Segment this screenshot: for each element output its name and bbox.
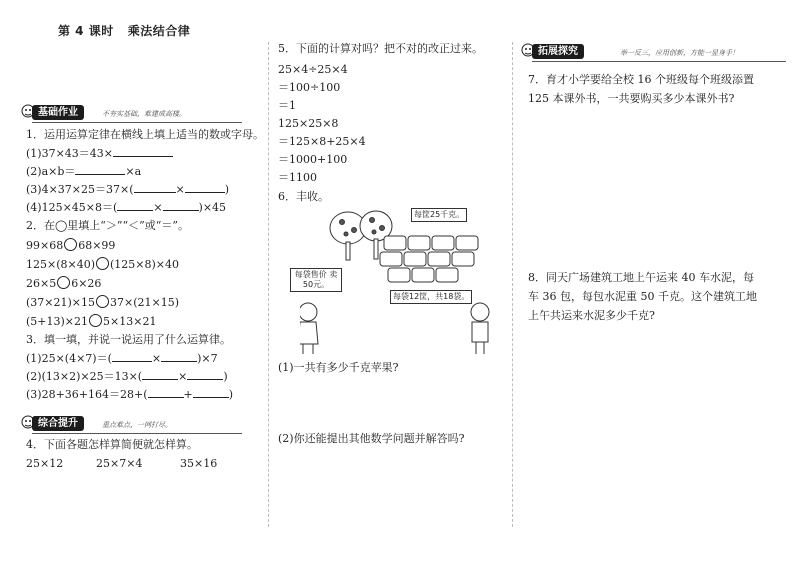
section-label: 综合提升 <box>32 416 84 431</box>
apple-basket-icon <box>380 236 478 282</box>
question-2-title: 2．在◯里填上“＞”“＜”或“＝”。 <box>26 219 190 232</box>
q2-item: (5+13)×21 5×13×21 <box>26 315 157 328</box>
bag-count-speech-bubble: 每袋12筐，共18袋。 <box>390 290 472 304</box>
section-rule <box>532 61 786 62</box>
q4-expression: 35×16 <box>180 457 218 470</box>
section-banner-basic <box>20 103 245 123</box>
boy-figure-icon <box>471 303 489 354</box>
q4-expression: 25×12 <box>26 457 64 470</box>
q5-step: ＝1 <box>278 99 296 112</box>
section-rule <box>32 433 242 434</box>
answer-blank[interactable] <box>163 200 199 211</box>
q5-step: 25×4÷25×4 <box>278 63 348 76</box>
compare-circle[interactable] <box>57 276 70 289</box>
answer-blank[interactable] <box>142 369 178 380</box>
question-6-title: 6．丰收。 <box>278 190 329 203</box>
answer-blank[interactable] <box>193 387 229 398</box>
question-8-line: 上午共运来水泥多少千克? <box>528 309 655 322</box>
answer-blank[interactable] <box>148 387 184 398</box>
q4-expression: 25×7×4 <box>96 457 143 470</box>
q5-step: ＝1000+100 <box>278 153 348 166</box>
q2-item: 26×5 6×26 <box>26 277 102 290</box>
compare-circle[interactable] <box>96 257 109 270</box>
lesson-name: 乘法结合律 <box>127 24 191 38</box>
question-8-line: 车 36 包，每包水泥重 50 千克。这个建筑工地 <box>528 290 757 303</box>
answer-blank[interactable] <box>117 200 153 211</box>
lesson-title <box>58 22 204 39</box>
answer-blank[interactable] <box>134 182 176 193</box>
q5-step: ＝100÷100 <box>278 81 341 94</box>
basket-weight-sign: 每筐25千克。 <box>411 208 467 222</box>
q1-item: (1)37×43＝43× <box>26 146 173 161</box>
question-8-line: 8．同天广场建筑工地上午运来 40 车水泥，每 <box>528 271 754 284</box>
answer-blank[interactable] <box>161 351 197 362</box>
q1-item: (4)125×45×8＝( × )×45 <box>26 201 227 214</box>
q1-item: (3)4×37×25＝37×( × ) <box>26 183 230 196</box>
question-6-part-1: (1)一共有多少千克苹果? <box>278 361 399 374</box>
answer-blank[interactable] <box>113 146 173 157</box>
girl-figure-icon <box>300 303 318 354</box>
section-motto: 举一反三，应用创新，方能一显身手！ <box>620 49 739 57</box>
answer-blank[interactable] <box>75 164 125 175</box>
column-divider <box>512 42 513 527</box>
q5-step: ＝125×8+25×4 <box>278 135 366 148</box>
section-motto: 重点难点，一网打尽。 <box>102 421 172 429</box>
question-6-part-2: (2)你还能提出其他数学问题并解答吗? <box>278 432 465 445</box>
column-divider <box>268 42 269 527</box>
lesson-number: 第 4 课时 <box>58 24 114 38</box>
q2-item: 125×(8×40) (125×8)×40 <box>26 258 180 271</box>
price-speech-bubble: 每袋售价 卖50元。 <box>290 268 342 292</box>
q2-item: (37×21)×15 37×(21×15) <box>26 296 180 309</box>
section-banner-combined <box>20 414 245 434</box>
q3-item: (2)(13×2)×25＝13×( × ) <box>26 370 228 383</box>
q3-item: (3)28+36+164＝28+( + ) <box>26 388 234 401</box>
answer-blank[interactable] <box>187 369 223 380</box>
compare-circle[interactable] <box>96 295 109 308</box>
q3-item: (1)25×(4×7)＝( × )×7 <box>26 352 218 365</box>
question-7-line: 125 本课外书，一共要购买多少本课外书? <box>528 92 735 105</box>
section-label: 基础作业 <box>32 105 84 120</box>
q2-item: 99×68 68×99 <box>26 239 116 252</box>
section-motto: 不夯实基础，难建成高楼。 <box>102 110 186 118</box>
section-rule <box>32 122 242 123</box>
answer-blank[interactable] <box>112 351 152 362</box>
q5-step: 125×25×8 <box>278 117 339 130</box>
question-4-title: 4．下面各题怎样算简便就怎样算。 <box>26 438 198 451</box>
question-5-title: 5．下面的计算对吗？把不对的改正过来。 <box>278 42 483 55</box>
section-label: 拓展探究 <box>532 44 584 59</box>
answer-blank[interactable] <box>185 182 225 193</box>
compare-circle[interactable] <box>89 314 102 327</box>
q5-step: ＝1100 <box>278 171 317 184</box>
q1-item: (2)a×b＝ ×a <box>26 165 142 178</box>
question-7-line: 7．育才小学要给全校 16 个班级每个班级添置 <box>528 73 754 86</box>
question-3-title: 3．填一填，并说一说运用了什么运算律。 <box>26 333 231 346</box>
section-banner-extend <box>520 42 788 62</box>
question-1-title: 1．运用运算定律在横线上填上适当的数或字母。 <box>26 128 264 141</box>
compare-circle[interactable] <box>64 238 77 251</box>
